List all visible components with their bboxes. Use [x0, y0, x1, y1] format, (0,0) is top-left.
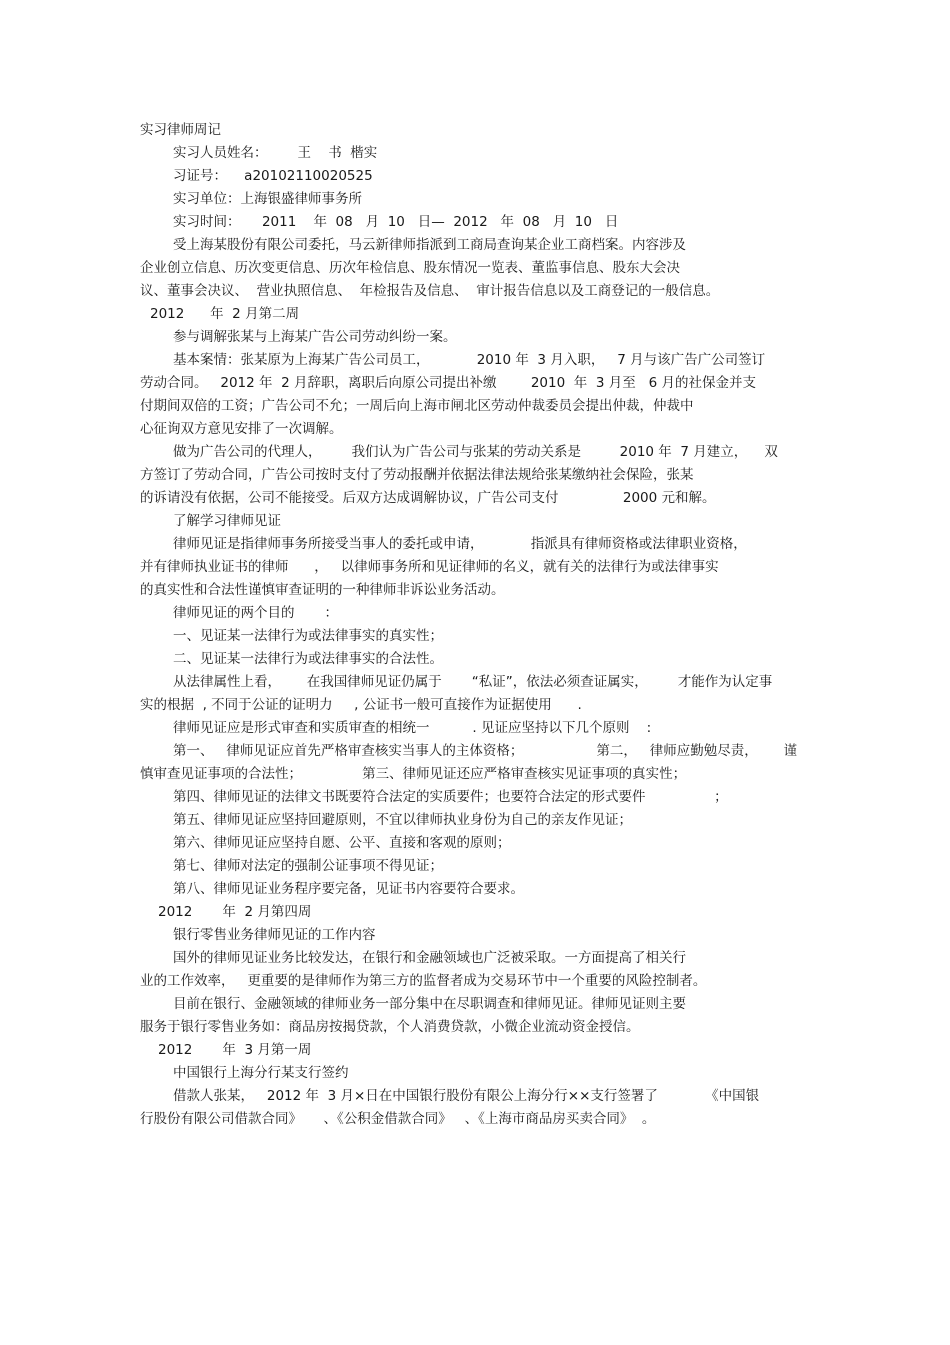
text-line: 律师见证的两个目的 ：	[173, 605, 339, 621]
intern-unit-line: 实习单位：上海银盛律师事务所	[173, 191, 362, 207]
text-line: 基本案情：张某原为上海某广告公司员工， 2010 年 3 月入职， 7 月与该广告广公司签订	[173, 352, 766, 368]
text-line: 实的根据 , 不同于公证的证明力 , 公证书一般可直接作为证据使用 .	[140, 697, 582, 713]
week-heading: 2012 年 2 月第四周	[158, 904, 312, 920]
text-line: 第八、律师见证业务程序要完备，见证书内容要符合要求。	[173, 881, 524, 897]
text-line: 慎审查见证事项的合法性； 第三、律师见证还应严格审查核实见证事项的真实性；	[140, 766, 687, 782]
text-line: 第一、 律师见证应首先严格审查核实当事人的主体资格； 第二， 律师应勤勉尽责， 谨	[173, 743, 797, 759]
text-line: 企业创立信息、历次变更信息、历次年检信息、股东情况一览表、董监事信息、股东大会决	[140, 260, 680, 276]
text-line: 议、董事会决议、 营业执照信息、 年检报告及信息、 审计报告信息以及工商登记的一般信息。	[140, 283, 720, 299]
week-heading: 2012 年 2 月第二周	[150, 306, 300, 322]
week-heading: 2012 年 3 月第一周	[158, 1042, 312, 1058]
doc-title: 实习律师周记	[140, 122, 221, 138]
text-line: 第六、律师见证应坚持自愿、公平、直接和客观的原则；	[173, 835, 511, 851]
text-line: 一、见证某一法律行为或法律事实的真实性；	[173, 628, 443, 644]
text-line: 参与调解张某与上海某广告公司劳动纠纷一案。	[173, 329, 457, 345]
intern-name-line: 实习人员姓名： 王 书 楷实	[173, 145, 378, 161]
text-line: 第七、律师对法定的强制公证事项不得见证；	[173, 858, 443, 874]
text-line: 心征询双方意见安排了一次调解。	[140, 421, 343, 437]
text-line: 借款人张某， 2012 年 3 月×日在中国银行股份有限公上海分行××支行签署了 《中国银	[173, 1088, 760, 1104]
text-line: 律师见证应是形式审查和实质审查的相统一 . 见证应坚持以下几个原则 :	[173, 720, 652, 736]
text-line: 受上海某股份有限公司委托，马云新律师指派到工商局查询某企业工商档案。内容涉及	[173, 237, 686, 253]
text-line: 二、见证某一法律行为或法律事实的合法性。	[173, 651, 443, 667]
section-heading: 中国银行上海分行某支行签约	[173, 1065, 349, 1081]
text-line: 付期间双倍的工资；广告公司不允；一周后向上海市闸北区劳动仲裁委员会提出仲裁，仲裁中	[140, 398, 694, 414]
text-line: 业的工作效率， 更重要的是律师作为第三方的监督者成为交易环节中一个重要的风险控制者。	[140, 973, 707, 989]
intern-cert-line: 习证号： a20102110020525	[173, 168, 373, 184]
text-line: 并有律师执业证书的律师 ， 以律师事务所和见证律师的名义，就有关的法律行为或法律事实	[140, 559, 719, 575]
intern-period-line: 实习时间： 2011 年 08 月 10 日— 2012 年 08 月 10 日	[173, 214, 619, 230]
section-heading: 了解学习律师见证	[173, 513, 281, 529]
text-line: 的真实性和合法性谨慎审查证明的一种律师非诉讼业务活动。	[140, 582, 505, 598]
text-line: 国外的律师见证业务比较发达，在银行和金融领域也广泛被采取。一方面提高了相关行	[173, 950, 686, 966]
section-heading: 银行零售业务律师见证的工作内容	[173, 927, 376, 943]
text-line: 服务于银行零售业务如：商品房按揭贷款，个人消费贷款，小微企业流动资金授信。	[140, 1019, 640, 1035]
text-line: 从法律属性上看， 在我国律师见证仍属于 “私证”，依法必须查证属实， 才能作为认定事	[173, 674, 773, 690]
text-line: 劳动合同。 2012 年 2 月辞职，离职后向原公司提出补缴 2010 年 3 月至 6 月的社保金并支	[140, 375, 756, 391]
text-line: 第五、律师见证应坚持回避原则，不宜以律师执业身份为自己的亲友作见证；	[173, 812, 632, 828]
text-line: 律师见证是指律师事务所接受当事人的委托或申请， 指派具有律师资格或法律职业资格，	[173, 536, 747, 552]
text-line: 第四、律师见证的法律文书既要符合法定的实质要件；也要符合法定的形式要件 ；	[173, 789, 728, 805]
text-line: 做为广告公司的代理人， 我们认为广告公司与张某的劳动关系是 2010 年 7 月建立， 双	[173, 444, 778, 460]
text-line: 行股份有限公司借款合同》 、《公积金借款合同》 、《上海市商品房买卖合同》 。	[140, 1111, 656, 1127]
text-line: 的诉请没有依据，公司不能接受。后双方达成调解协议，广告公司支付 2000 元和解。	[140, 490, 716, 506]
text-line: 方签订了劳动合同，广告公司按时支付了劳动报酬并依据法律法规给张某缴纳社会保险，张某	[140, 467, 694, 483]
text-line: 目前在银行、金融领域的律师业务一部分集中在尽职调查和律师见证。律师见证则主要	[173, 996, 686, 1012]
